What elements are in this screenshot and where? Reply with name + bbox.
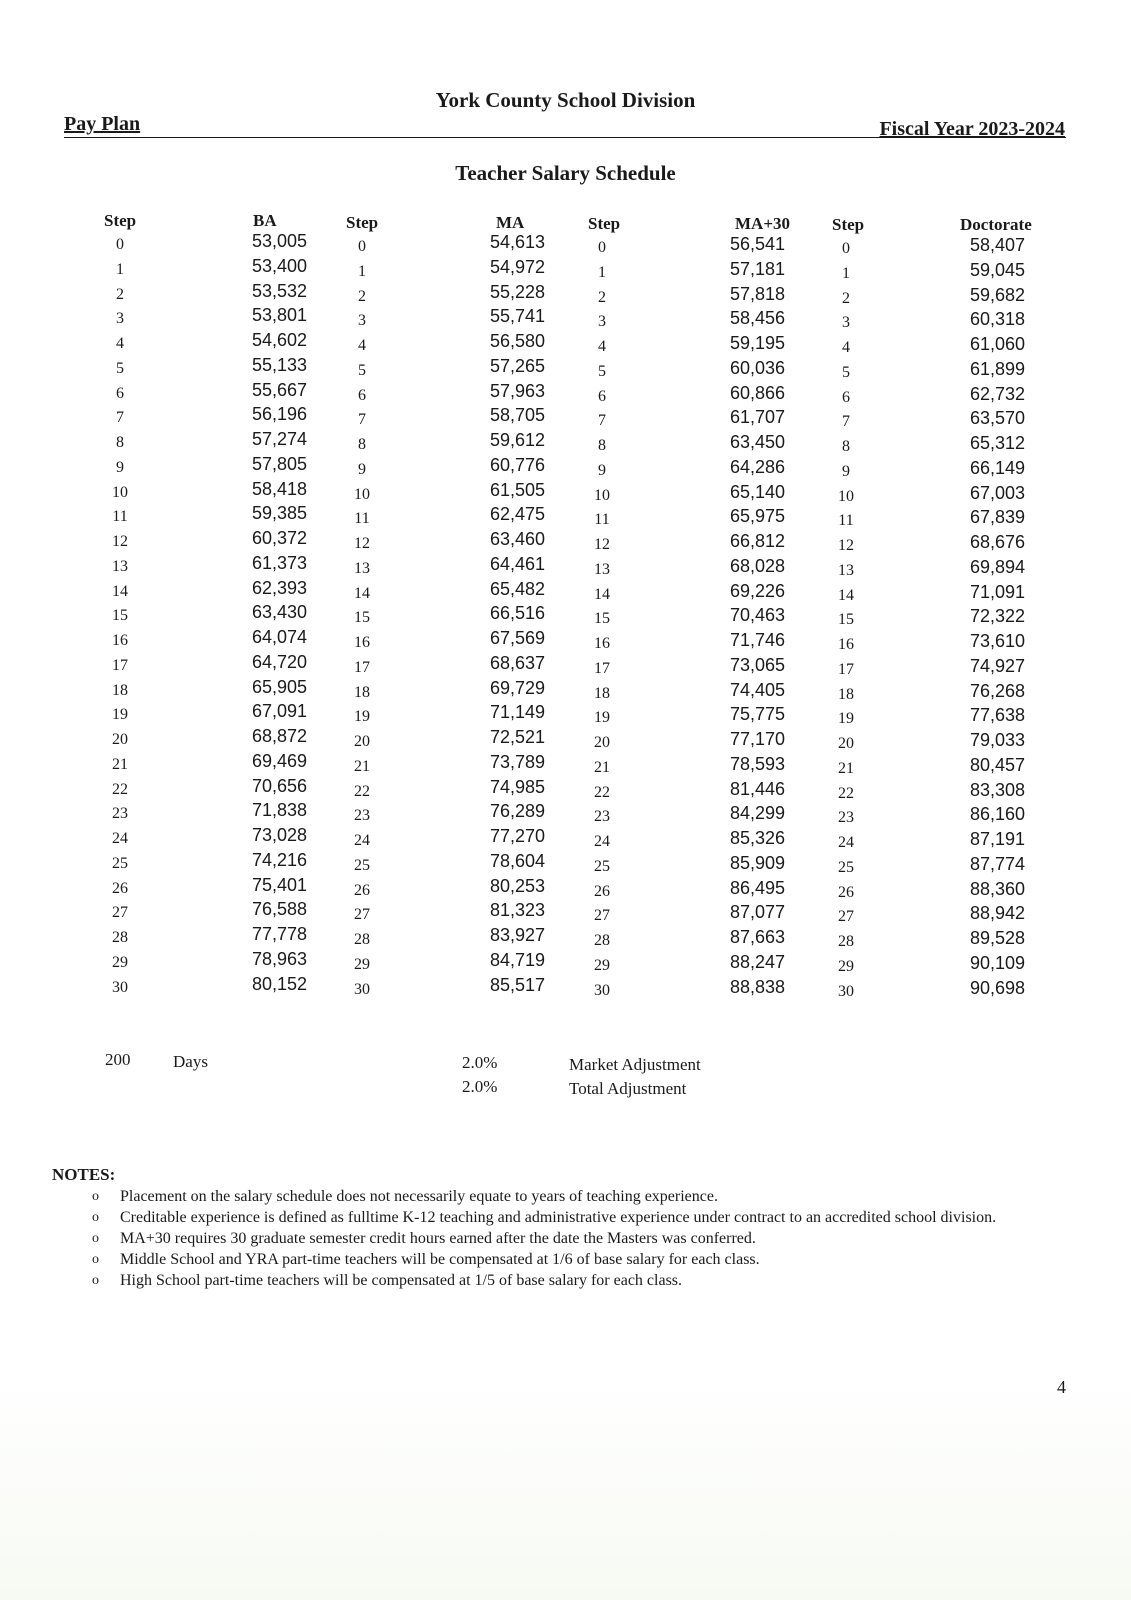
step-cell-ma: 24: [354, 832, 370, 849]
ma30-salary-cell: 75,775: [729, 704, 785, 725]
step-cell-doctorate: 6: [842, 388, 850, 406]
step-cell-ma: 8: [358, 436, 366, 453]
step-cell-doctorate: 24: [838, 834, 854, 851]
ba-salary-cell: 64,074: [251, 627, 307, 647]
step-cell-ma30: 19: [594, 709, 610, 727]
column-header-ma30: MA+30: [735, 214, 791, 233]
note-item: [92, 1187, 1072, 1206]
ma30-salary-cell: 73,065: [729, 654, 785, 675]
step-cell-ma30: 22: [594, 783, 610, 801]
step-cell-ba: 14: [112, 582, 128, 600]
step-cell-ma30: 25: [594, 857, 610, 875]
ma-salary-cell: 74,985: [489, 776, 545, 797]
pay-plan-label: Pay Plan: [64, 113, 141, 135]
ma-salary-cell: 84,719: [489, 949, 545, 970]
step-cell-ba: 0: [116, 236, 124, 253]
ba-salary-cell: 69,469: [251, 750, 307, 771]
note-item: [92, 1250, 1072, 1269]
ma30-salary-cell: 60,036: [729, 357, 785, 378]
step-cell-ba: 24: [112, 830, 128, 847]
column-header-ma: MA: [496, 213, 525, 232]
step-cell-ma: 27: [354, 906, 370, 924]
step-cell-ba: 16: [112, 632, 128, 649]
ba-salary-cell: 73,028: [251, 825, 307, 845]
step-cell-doctorate: 5: [842, 363, 850, 381]
step-cell-doctorate: 2: [842, 289, 850, 307]
step-cell-ma: 0: [358, 238, 366, 255]
step-cell-ma30: 20: [594, 734, 610, 751]
bullet-icon: o: [92, 1231, 99, 1246]
step-cell-doctorate: 0: [842, 240, 850, 257]
step-cell-ma30: 7: [598, 412, 606, 430]
ma30-salary-cell: 84,299: [729, 803, 785, 824]
step-cell-doctorate: 8: [842, 438, 850, 455]
ma-salary-cell: 60,776: [489, 454, 545, 475]
days-label: Days: [173, 1052, 208, 1071]
step-cell-doctorate: 30: [838, 982, 854, 1000]
ma-salary-cell: 63,460: [489, 529, 545, 549]
step-cell-doctorate: 22: [838, 784, 854, 802]
doctorate-salary-cell: 71,091: [969, 581, 1025, 602]
step-cell-ma: 19: [354, 708, 370, 726]
ma-salary-cell: 65,482: [489, 578, 545, 599]
note-item: [92, 1208, 1072, 1227]
step-cell-ma30: 15: [594, 610, 610, 628]
step-cell-doctorate: 28: [838, 933, 854, 950]
step-cell-ba: 2: [116, 285, 124, 303]
doctorate-salary-cell: 79,033: [969, 730, 1025, 750]
ma-salary-cell: 71,149: [489, 702, 545, 723]
ma-salary-cell: 81,323: [489, 900, 545, 921]
step-cell-ma: 9: [358, 460, 366, 478]
step-cell-ma30: 30: [594, 981, 610, 999]
market-adjustment-percent: 2.0%: [462, 1053, 498, 1072]
ma30-salary-cell: 64,286: [729, 456, 785, 477]
ba-salary-cell: 70,656: [251, 775, 307, 796]
step-cell-ma: 25: [354, 856, 370, 874]
ma-salary-cell: 56,580: [489, 331, 545, 351]
doctorate-salary-cell: 80,457: [969, 754, 1025, 775]
ma-salary-cell: 66,516: [489, 603, 545, 624]
step-cell-ma30: 28: [594, 932, 610, 949]
step-cell-ma30: 26: [594, 882, 610, 900]
step-cell-doctorate: 29: [838, 957, 854, 975]
doctorate-salary-cell: 63,570: [969, 408, 1025, 429]
ma30-salary-cell: 86,495: [729, 877, 785, 898]
step-cell-ma: 22: [354, 782, 370, 800]
note-text: Creditable experience is defined as fulltime K-12 teaching and administrative experience under contract to an accredited school division.: [120, 1209, 997, 1226]
step-cell-ma: 6: [358, 386, 366, 404]
doctorate-salary-cell: 90,698: [969, 977, 1025, 998]
bullet-icon: o: [92, 1273, 99, 1288]
step-cell-ma30: 10: [594, 486, 610, 504]
step-cell-ma30: 16: [594, 635, 610, 652]
step-cell-doctorate: 13: [838, 561, 854, 579]
ma-salary-cell: 55,228: [489, 281, 545, 302]
step-cell-ma30: 29: [594, 956, 610, 974]
step-cell-ba: 5: [116, 359, 124, 377]
ba-salary-cell: 71,838: [251, 800, 307, 821]
step-cell-doctorate: 12: [838, 537, 854, 554]
ba-salary-cell: 53,801: [251, 305, 307, 326]
market-adjustment-label: Market Adjustment: [569, 1055, 701, 1074]
ma30-salary-cell: 66,812: [729, 531, 785, 551]
step-cell-ma: 7: [358, 411, 366, 429]
step-cell-ma30: 4: [598, 338, 606, 355]
step-cell-ma30: 1: [598, 263, 606, 281]
step-cell-ma30: 23: [594, 808, 610, 826]
ma30-salary-cell: 71,746: [729, 630, 785, 650]
ba-salary-cell: 75,401: [251, 874, 307, 895]
step-cell-ma: 23: [354, 807, 370, 825]
ma30-salary-cell: 57,818: [729, 283, 785, 304]
doctorate-salary-cell: 60,318: [969, 309, 1025, 330]
step-cell-ma30: 8: [598, 437, 606, 454]
ma30-salary-cell: 58,456: [729, 308, 785, 329]
note-text: Middle School and YRA part-time teachers will be compensated at 1/6 of base salary for each class.: [120, 1251, 760, 1268]
step-cell-ba: 13: [112, 557, 128, 575]
step-cell-doctorate: 27: [838, 908, 854, 926]
step-cell-ma: 4: [358, 337, 366, 354]
step-cell-ba: 26: [112, 879, 128, 897]
fiscal-year-label: Fiscal Year 2023-2024: [879, 118, 1065, 140]
ma-salary-cell: 54,972: [489, 256, 545, 277]
note-item: [92, 1229, 1072, 1248]
step-cell-doctorate: 17: [838, 660, 854, 678]
ma-salary-cell: 77,270: [489, 826, 545, 846]
ba-salary-cell: 58,418: [251, 478, 307, 499]
ma30-salary-cell: 87,077: [729, 902, 785, 923]
doctorate-salary-cell: 74,927: [969, 655, 1025, 676]
ba-salary-cell: 53,005: [251, 231, 307, 251]
ba-salary-cell: 62,393: [251, 577, 307, 598]
step-cell-ma: 12: [354, 535, 370, 552]
step-cell-doctorate: 1: [842, 264, 850, 282]
step-cell-ma30: 18: [594, 684, 610, 702]
ma30-salary-cell: 88,838: [729, 976, 785, 997]
step-cell-ma: 3: [358, 312, 366, 330]
step-cell-ba: 29: [112, 953, 128, 971]
ma-salary-cell: 62,475: [489, 504, 545, 525]
note-text: Placement on the salary schedule does not necessarily equate to years of teaching experience.: [120, 1188, 718, 1205]
step-cell-ma: 11: [354, 510, 370, 528]
ba-salary-cell: 78,963: [251, 948, 307, 969]
ma30-salary-cell: 56,541: [729, 234, 785, 254]
step-cell-doctorate: 7: [842, 413, 850, 431]
ba-salary-cell: 74,216: [251, 849, 307, 870]
step-cell-ma30: 24: [594, 833, 610, 850]
doctorate-salary-cell: 86,160: [969, 804, 1025, 825]
doctorate-salary-cell: 88,942: [969, 903, 1025, 924]
ma30-salary-cell: 88,247: [729, 951, 785, 972]
step-cell-ma: 30: [354, 980, 370, 998]
step-cell-ba: 15: [112, 607, 128, 625]
step-cell-doctorate: 11: [838, 512, 854, 530]
step-cell-ba: 3: [116, 310, 124, 328]
step-cell-ma30: 5: [598, 362, 606, 380]
step-cell-doctorate: 26: [838, 883, 854, 901]
ma-salary-cell: 76,289: [489, 801, 545, 822]
ma30-salary-cell: 65,975: [729, 506, 785, 527]
step-cell-ma: 21: [354, 757, 370, 775]
ba-salary-cell: 77,778: [251, 924, 307, 944]
step-cell-doctorate: 10: [838, 487, 854, 505]
column-header-step-doctorate: Step: [832, 215, 865, 234]
ma30-salary-cell: 65,140: [729, 481, 785, 502]
step-cell-ba: 4: [116, 335, 124, 352]
doctorate-salary-cell: 58,407: [969, 235, 1025, 255]
bullet-icon: o: [92, 1252, 99, 1267]
step-cell-ma: 17: [354, 658, 370, 676]
doctorate-salary-cell: 87,774: [969, 853, 1025, 874]
step-cell-doctorate: 21: [838, 759, 854, 777]
ma-salary-cell: 68,637: [489, 652, 545, 673]
step-cell-ma: 29: [354, 955, 370, 973]
organization-title: York County School Division: [435, 88, 696, 112]
step-cell-ma: 20: [354, 733, 370, 750]
step-cell-doctorate: 23: [838, 809, 854, 827]
ma-salary-cell: 83,927: [489, 925, 545, 945]
ma-salary-cell: 80,253: [489, 875, 545, 896]
step-cell-ba: 22: [112, 780, 128, 798]
ma30-salary-cell: 61,707: [729, 407, 785, 428]
doctorate-salary-cell: 83,308: [969, 779, 1025, 800]
ba-salary-cell: 76,588: [251, 899, 307, 920]
step-cell-ma: 16: [354, 634, 370, 651]
ma30-salary-cell: 85,326: [729, 828, 785, 848]
doctorate-salary-cell: 76,268: [969, 680, 1025, 701]
step-cell-ba: 8: [116, 434, 124, 451]
step-cell-ma30: 27: [594, 907, 610, 925]
doctorate-salary-cell: 61,899: [969, 358, 1025, 379]
column-header-step-ba: Step: [104, 211, 137, 230]
ma30-salary-cell: 60,866: [729, 382, 785, 403]
ba-salary-cell: 54,602: [251, 330, 307, 350]
ma-salary-cell: 57,963: [489, 380, 545, 401]
ba-salary-cell: 53,400: [251, 255, 307, 276]
note-text: High School part-time teachers will be compensated at 1/5 of base salary for each class.: [120, 1272, 683, 1289]
step-cell-ba: 23: [112, 805, 128, 823]
step-cell-ma30: 9: [598, 461, 606, 479]
step-cell-ma30: 0: [598, 239, 606, 256]
step-cell-ma: 15: [354, 609, 370, 627]
ba-salary-cell: 63,430: [251, 602, 307, 623]
schedule-title: Teacher Salary Schedule: [455, 161, 676, 185]
step-cell-ba: 28: [112, 929, 128, 946]
ma30-salary-cell: 69,226: [729, 580, 785, 601]
ma-salary-cell: 64,461: [489, 553, 545, 574]
doctorate-salary-cell: 68,676: [969, 532, 1025, 552]
doctorate-salary-cell: 66,149: [969, 457, 1025, 478]
ba-salary-cell: 55,133: [251, 354, 307, 375]
step-cell-ma: 2: [358, 287, 366, 305]
doctorate-salary-cell: 67,839: [969, 507, 1025, 528]
step-cell-ba: 17: [112, 656, 128, 674]
ma-salary-cell: 78,604: [489, 850, 545, 871]
step-cell-ba: 19: [112, 706, 128, 724]
doctorate-salary-cell: 87,191: [969, 829, 1025, 849]
bullet-icon: o: [92, 1210, 99, 1225]
doctorate-salary-cell: 59,045: [969, 259, 1025, 280]
step-cell-ma30: 17: [594, 659, 610, 677]
days-value: 200: [105, 1050, 131, 1069]
column-header-step-ma: Step: [346, 213, 379, 232]
ma-salary-cell: 55,741: [489, 306, 545, 327]
ma-salary-cell: 85,517: [489, 974, 545, 995]
step-cell-doctorate: 15: [838, 611, 854, 629]
step-cell-ma30: 12: [594, 536, 610, 553]
doctorate-salary-cell: 69,894: [969, 556, 1025, 577]
ba-salary-cell: 60,372: [251, 528, 307, 548]
ma-salary-cell: 69,729: [489, 677, 545, 698]
step-cell-ma30: 2: [598, 288, 606, 306]
doctorate-salary-cell: 62,732: [969, 383, 1025, 404]
ba-salary-cell: 80,152: [251, 973, 307, 994]
step-cell-doctorate: 16: [838, 636, 854, 653]
doctorate-salary-cell: 67,003: [969, 482, 1025, 503]
ma30-salary-cell: 74,405: [729, 679, 785, 700]
doctorate-salary-cell: 65,312: [969, 433, 1025, 453]
header-divider: [64, 137, 1066, 138]
column-header-step-ma30: Step: [588, 214, 621, 233]
step-cell-doctorate: 9: [842, 462, 850, 480]
notes-title: NOTES:: [52, 1165, 116, 1184]
doctorate-salary-cell: 88,360: [969, 878, 1025, 899]
ma-salary-cell: 54,613: [489, 232, 545, 252]
step-cell-ma30: 21: [594, 758, 610, 776]
step-cell-doctorate: 18: [838, 685, 854, 703]
ba-salary-cell: 57,805: [251, 453, 307, 474]
ma-salary-cell: 61,505: [489, 479, 545, 500]
ma-salary-cell: 67,569: [489, 628, 545, 648]
ma30-salary-cell: 68,028: [729, 555, 785, 576]
ma30-salary-cell: 63,450: [729, 432, 785, 452]
step-cell-ma: 26: [354, 881, 370, 899]
step-cell-doctorate: 14: [838, 586, 854, 604]
step-cell-doctorate: 3: [842, 314, 850, 332]
ba-salary-cell: 67,091: [251, 701, 307, 722]
step-cell-ba: 6: [116, 384, 124, 402]
step-cell-ma30: 3: [598, 313, 606, 331]
step-cell-ma: 10: [354, 485, 370, 503]
ma30-salary-cell: 70,463: [729, 605, 785, 626]
step-cell-doctorate: 25: [838, 858, 854, 876]
step-cell-ba: 18: [112, 681, 128, 699]
note-text: MA+30 requires 30 graduate semester credit hours earned after the date the Masters was conferred.: [120, 1230, 756, 1247]
column-header-doctorate: Doctorate: [960, 215, 1032, 234]
ba-salary-cell: 61,373: [251, 552, 307, 573]
ba-salary-cell: 59,385: [251, 503, 307, 524]
ba-salary-cell: 65,905: [251, 676, 307, 697]
step-cell-ba: 30: [112, 978, 128, 996]
step-cell-ma30: 14: [594, 585, 610, 603]
notes-list: [92, 1187, 1072, 1292]
doctorate-salary-cell: 90,109: [969, 952, 1025, 973]
step-cell-ma: 28: [354, 931, 370, 948]
step-cell-ma: 5: [358, 361, 366, 379]
step-cell-ba: 11: [112, 508, 128, 526]
ma-salary-cell: 57,265: [489, 355, 545, 376]
step-cell-ma: 13: [354, 559, 370, 577]
step-cell-ba: 12: [112, 533, 128, 550]
step-cell-ma30: 6: [598, 387, 606, 405]
note-item: [92, 1271, 1072, 1290]
ba-salary-cell: 55,667: [251, 379, 307, 400]
doctorate-salary-cell: 61,060: [969, 334, 1025, 354]
step-cell-ba: 20: [112, 731, 128, 748]
ma-salary-cell: 73,789: [489, 751, 545, 772]
page-number: 4: [1057, 1377, 1066, 1397]
step-cell-ma30: 11: [594, 511, 610, 529]
step-cell-doctorate: 20: [838, 735, 854, 752]
doctorate-salary-cell: 77,638: [969, 705, 1025, 726]
ba-salary-cell: 64,720: [251, 651, 307, 672]
doctorate-salary-cell: 72,322: [969, 606, 1025, 627]
step-cell-ba: 25: [112, 854, 128, 872]
step-cell-ba: 1: [116, 260, 124, 278]
total-adjustment-label: Total Adjustment: [569, 1079, 687, 1098]
ba-salary-cell: 68,872: [251, 726, 307, 746]
ba-salary-cell: 53,532: [251, 280, 307, 301]
ma-salary-cell: 58,705: [489, 405, 545, 426]
step-cell-ba: 21: [112, 755, 128, 773]
ma30-salary-cell: 77,170: [729, 729, 785, 749]
ma30-salary-cell: 57,181: [729, 258, 785, 279]
doctorate-salary-cell: 73,610: [969, 631, 1025, 651]
ma30-salary-cell: 59,195: [729, 333, 785, 353]
ba-salary-cell: 57,274: [251, 429, 307, 449]
step-cell-ma30: 13: [594, 560, 610, 578]
step-cell-doctorate: 4: [842, 339, 850, 356]
bullet-icon: o: [92, 1189, 99, 1204]
column-header-ba: BA: [253, 211, 277, 230]
step-cell-ma: 14: [354, 584, 370, 602]
step-cell-ma: 18: [354, 683, 370, 701]
ma30-salary-cell: 81,446: [729, 778, 785, 799]
ba-salary-cell: 56,196: [251, 404, 307, 425]
step-cell-doctorate: 19: [838, 710, 854, 728]
step-cell-ba: 9: [116, 458, 124, 476]
ma30-salary-cell: 85,909: [729, 852, 785, 873]
doctorate-salary-cell: 59,682: [969, 284, 1025, 305]
step-cell-ba: 7: [116, 409, 124, 427]
ma30-salary-cell: 78,593: [729, 753, 785, 774]
ma-salary-cell: 59,612: [489, 430, 545, 450]
ma30-salary-cell: 87,663: [729, 927, 785, 947]
step-cell-ba: 27: [112, 904, 128, 922]
ma-salary-cell: 72,521: [489, 727, 545, 747]
doctorate-salary-cell: 89,528: [969, 928, 1025, 948]
step-cell-ma: 1: [358, 262, 366, 280]
step-cell-ba: 10: [112, 483, 128, 501]
total-adjustment-percent: 2.0%: [462, 1077, 498, 1096]
